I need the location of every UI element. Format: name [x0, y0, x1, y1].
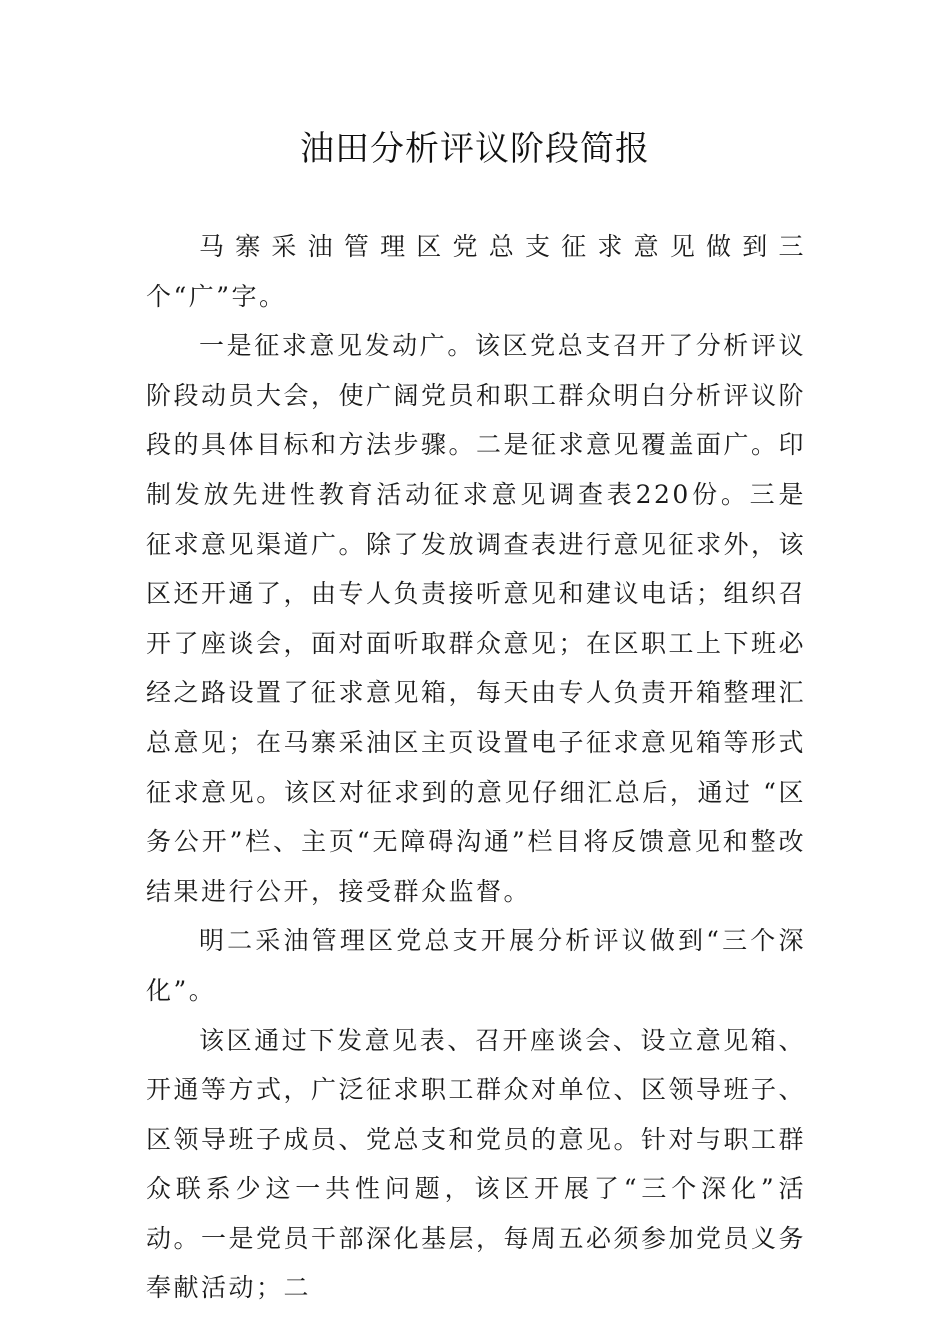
document-body [146, 222, 806, 1313]
paragraph-intro-minger: 明二采油管理区党总支开展分析评议做到“三个深化”。 [146, 926, 806, 1005]
document-title: 油田分析评议阶段简报 [300, 129, 650, 169]
paragraph-mazhai-details: 一是征求意见发动广。该区党总支召开了分析评议阶段动员大会，使广阔党员和职工群众明白分析评议阶段的具体目标和方法步骤。二是征求意见覆盖面广。印制发放先进性教育活动征求意见调查表220份。三是征求意见渠道广。除了发放调查表进行意见征求外，该区还开通了，由专人负责接听意见和建议电话；组织召开了座谈会，面对面听取群众意见；在区职工上下班必经之路设置了征求意见箱，每天由专人负责开箱整理汇总意见；在马寨采油区主页设置电子征求意见箱等形式征求意见。该区对征求到的意见仔细汇总后，通过 “区务公开”栏、主页“无障碍沟通”栏目将反馈意见和整改结果进行公开，接受群众监督。 [146, 331, 807, 906]
paragraph-intro-mazhai: 马寨采油管理区党总支征求意见做到三个“广”字。 [146, 232, 806, 311]
paragraph-minger-details: 该区通过下发意见表、召开座谈会、设立意见箱、开通等方式，广泛征求职工群众对单位、区领导班子、区领导班子成员、党总支和党员的意见。针对与职工群众联系少这一共性问题，该区开展了“三个深化”活动。一是党员干部深化基层，每周五必须参加党员义务奉献活动；二 [146, 1025, 807, 1303]
